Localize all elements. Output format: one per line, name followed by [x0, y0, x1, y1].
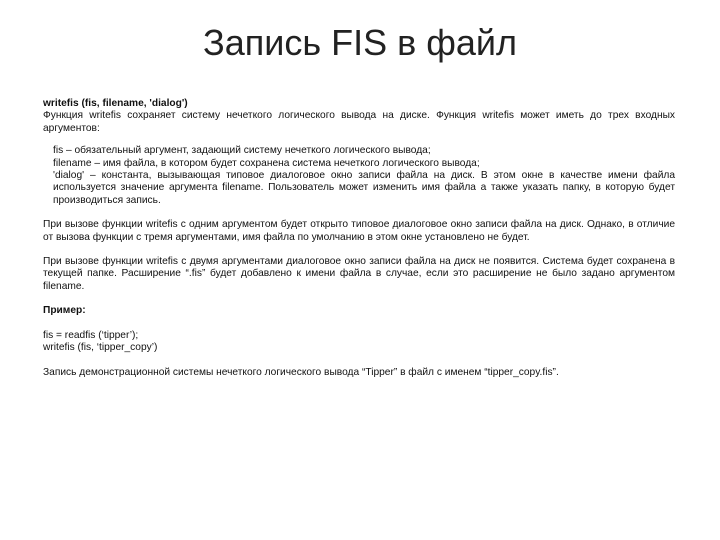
- example-line-2: writefis (fis, ‘tipper_copy’): [43, 342, 158, 354]
- spacer: [43, 135, 675, 145]
- spacer: [43, 293, 675, 305]
- function-description: Функция writefis сохраняет систему нечеткого логического вывода на диске. Функция writefis может иметь до трех входных аргументов:: [43, 110, 675, 134]
- spacer: [43, 244, 675, 256]
- conclusion: Запись демонстрационной системы нечеткого логического вывода “Tipper” в файл с именем “tipper_copy.fis”.: [43, 366, 559, 378]
- arg-fis: fis – обязательный аргумент, задающий систему нечеткого логического вывода;: [53, 145, 431, 157]
- slide-content: [43, 98, 675, 379]
- arg-filename: filename – имя файла, в котором будет сохранена система нечеткого логического вывода;: [53, 157, 480, 169]
- para-one-arg: При вызове функции writefis с одним аргументом будет открыто типовое диалоговое окно записи файла на диск. Однако, в отличие от вызова функции с тремя аргументами, имя файла по умолчанию в этом окне установлено не будет.: [43, 219, 675, 243]
- spacer: [43, 207, 675, 219]
- arg-dialog: 'dialog' – константа, вызывающая типовое диалоговое окно записи файла на диск. В этом окне в качестве имени файла используется значение аргумента filename. Пользователь может изменить имя файла а также указать папку, в которую будет производиться запись.: [53, 170, 675, 206]
- slide-title: Запись FIS в файл: [202, 22, 517, 63]
- example-label: Пример:: [43, 305, 86, 317]
- spacer: [43, 355, 675, 367]
- function-signature: writefis (fis, filename, 'dialog'): [43, 98, 188, 109]
- example-line-1: fis = readfis (‘tipper’);: [43, 329, 139, 341]
- para-two-args: При вызове функции writefis с двумя аргументами диалоговое окно записи файла на диск не появится. Система будет сохранена в текущей папке. Расширение “.fis” будет добавлено к имени файла в случае, если это расширение не было задано аргументом filename.: [43, 256, 675, 292]
- spacer: [43, 318, 675, 330]
